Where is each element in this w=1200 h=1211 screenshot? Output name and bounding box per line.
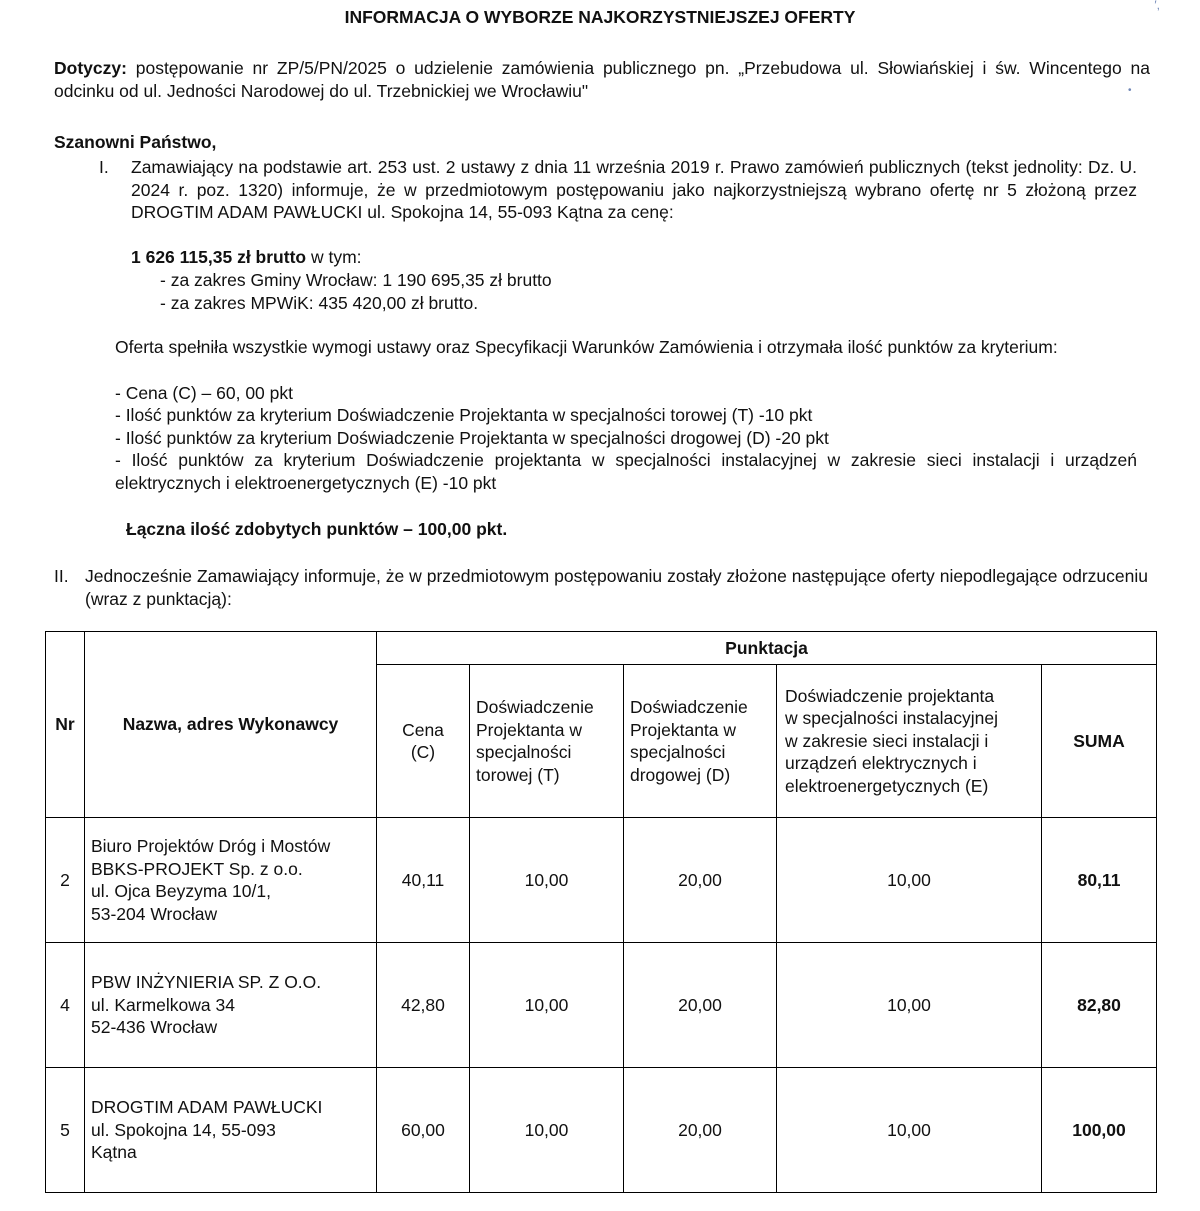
cell-suma: 80,11 — [1042, 818, 1157, 943]
cell-cena: 42,80 — [377, 943, 470, 1068]
header-torowa: Doświadczenie Projektanta w specjalności torowej (T) — [470, 665, 624, 818]
table-row — [46, 943, 1157, 1068]
subject-text: postępowanie nr ZP/5/PN/2025 o udzielenie zamówienia publicznego pn. „Przebudowa ul. Słowiańskiej i św. Wincentego na odcinku od ul. Jedności Narodowej do ul. Trzebnickiej we Wrocławiu" — [54, 58, 1150, 101]
cell-torowa: 10,00 — [470, 943, 624, 1068]
stray-dot-mark: • — [1128, 85, 1132, 96]
section-1-numeral: I. — [99, 157, 109, 177]
section-1-text: Zamawiający na podstawie art. 253 ust. 2 ustawy z dnia 11 września 2019 r. Prawo zamówień publicznych (tekst jednolity: Dz. U. 2024 r. poz. 1320) informuje, że w przedmiotowym postępowaniu jako najkorzystniejszą wybrano ofertę nr 5 złożoną przez DROGTIM ADAM PAWŁUCKI ul. Spokojna 14, 55-093 Kątna za cenę: — [131, 157, 1137, 222]
cell-drogowa: 20,00 — [624, 1068, 777, 1193]
section-2-numeral: II. — [54, 566, 69, 586]
cell-drogowa: 20,00 — [624, 943, 777, 1068]
header-suma: SUMA — [1042, 665, 1157, 818]
cell-suma: 100,00 — [1042, 1068, 1157, 1193]
price-total: 1 626 115,35 zł brutto — [131, 247, 307, 267]
header-name: Nazwa, adres Wykonawcy — [85, 632, 377, 818]
points-total: Łączna ilość zdobytych punktów – 100,00 pkt. — [126, 519, 508, 539]
cell-drogowa: 20,00 — [624, 818, 777, 943]
cell-torowa: 10,00 — [470, 1068, 624, 1193]
price-suffix: w tym: — [306, 247, 362, 267]
price-item: - za zakres Gminy Wrocław: 1 190 695,35 zł brutto — [160, 270, 552, 290]
table-row — [46, 818, 1157, 943]
header-nr: Nr — [46, 632, 85, 818]
cell-name: PBW INŻYNIERIA SP. Z O.O. ul. Karmelkowa 34 52-436 Wrocław — [85, 943, 377, 1068]
cell-nr: 5 — [46, 1068, 85, 1193]
offers-table — [45, 631, 1157, 1193]
criteria-item: - Cena (C) – 60, 00 pkt — [115, 383, 293, 403]
page-corner-mark: ′, — [1154, 0, 1160, 12]
criteria-intro: Oferta spełniła wszystkie wymogi ustawy oraz Specyfikacji Warunków Zamówienia i otrzymała ilość punktów za kryterium: — [115, 337, 1058, 357]
criteria-item: - Ilość punktów za kryterium Doświadczenie Projektanta w specjalności drogowej (D) -20 pkt — [115, 428, 829, 448]
cell-instalacyjna: 10,00 — [777, 943, 1042, 1068]
header-cena: Cena (C) — [377, 665, 470, 818]
document-title: INFORMACJA O WYBORZE NAJKORZYSTNIEJSZEJ OFERTY — [344, 7, 856, 27]
cell-suma: 82,80 — [1042, 943, 1157, 1068]
header-drogowa: Doświadczenie Projektanta w specjalności drogowej (D) — [624, 665, 777, 818]
table-row — [46, 1068, 1157, 1193]
cell-nr: 4 — [46, 943, 85, 1068]
cell-instalacyjna: 10,00 — [777, 818, 1042, 943]
cell-cena: 40,11 — [377, 818, 470, 943]
greeting: Szanowni Państwo, — [54, 132, 217, 152]
cell-name: DROGTIM ADAM PAWŁUCKI ul. Spokojna 14, 55-093 Kątna — [85, 1068, 377, 1193]
cell-cena: 60,00 — [377, 1068, 470, 1193]
section-2-text: Jednocześnie Zamawiający informuje, że w przedmiotowym postępowaniu zostały złożone następujące oferty niepodlegające odrzuceniu (wraz z punktacją): — [85, 566, 1148, 609]
cell-instalacyjna: 10,00 — [777, 1068, 1042, 1193]
header-group: Punktacja — [377, 632, 1157, 665]
price-item: - za zakres MPWiK: 435 420,00 zł brutto. — [160, 293, 479, 313]
subject-label: Dotyczy: — [54, 58, 127, 78]
criteria-item: - Ilość punktów za kryterium Doświadczenie projektanta w specjalności instalacyjnej w zakresie sieci instalacji i urządzeń elektrycznych i elektroenergetycznych (E) -10 pkt — [115, 450, 1137, 493]
criteria-item: - Ilość punktów za kryterium Doświadczenie Projektanta w specjalności torowej (T) -10 pkt — [115, 405, 813, 425]
price-line — [131, 246, 362, 269]
subject-paragraph — [54, 57, 1150, 102]
cell-nr: 2 — [46, 818, 85, 943]
header-instalacyjna: Doświadczenie projektanta w specjalności instalacyjnej w zakresie sieci instalacji i urządzeń elektrycznych i elektroenergetycznych (E) — [777, 665, 1042, 818]
cell-name: Biuro Projektów Dróg i Mostów BBKS-PROJEKT Sp. z o.o. ul. Ojca Beyzyma 10/1, 53-204 Wrocław — [85, 818, 377, 943]
cell-torowa: 10,00 — [470, 818, 624, 943]
